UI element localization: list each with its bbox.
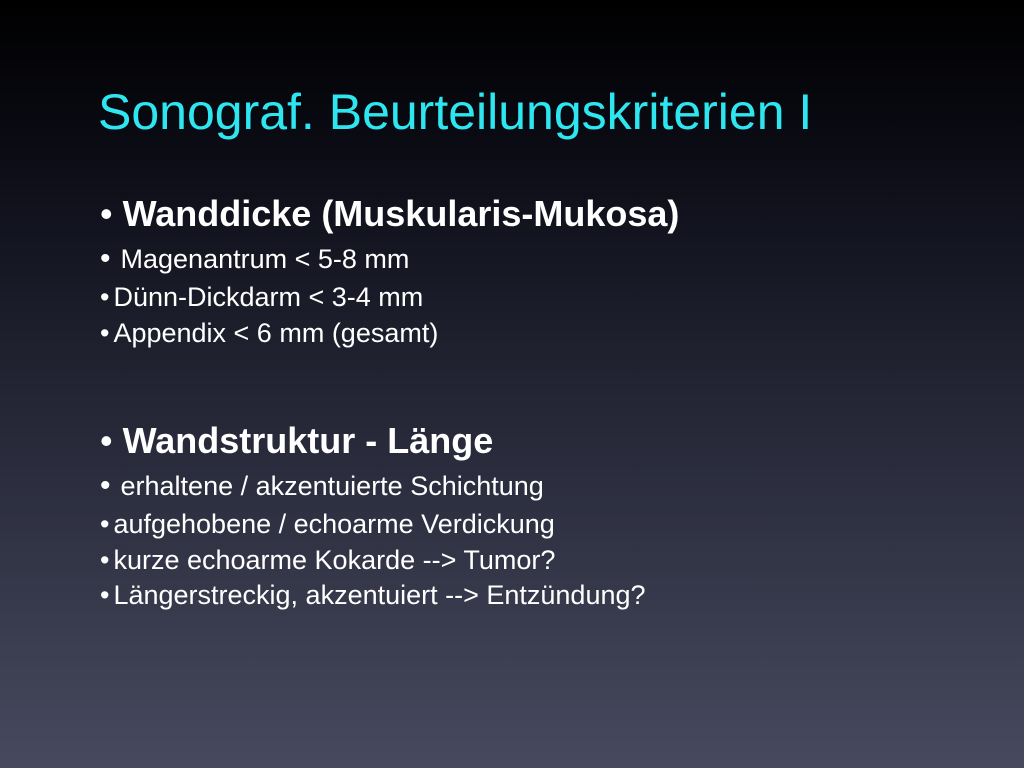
section-heading-text: Wanddicke (Muskularis-Mukosa) xyxy=(122,193,680,234)
list-item xyxy=(100,508,646,540)
list-item-text: Längerstreckig, akzentuiert --> Entzündung? xyxy=(113,579,646,610)
bullet-icon: • xyxy=(100,193,113,234)
bullet-icon: • xyxy=(100,242,111,276)
slide-title: Sonograf. Beurteilungskriterien I xyxy=(98,84,813,140)
section-heading xyxy=(100,419,646,462)
list-item xyxy=(100,281,679,313)
list-item xyxy=(100,317,679,349)
list-item-text: Appendix < 6 mm (gesamt) xyxy=(113,317,439,348)
list-item xyxy=(100,544,646,576)
section-heading-text: Wandstruktur - Länge xyxy=(122,420,494,461)
section-heading xyxy=(100,192,679,235)
section-wandstruktur xyxy=(100,419,646,614)
bullet-icon: • xyxy=(100,420,113,461)
bullet-icon: • xyxy=(100,509,110,540)
bullet-icon: • xyxy=(100,282,110,313)
bullet-icon: • xyxy=(100,469,111,503)
list-item-text: Dünn-Dickdarm < 3-4 mm xyxy=(113,282,424,313)
bullet-icon: • xyxy=(100,579,110,610)
list-item-text: aufgehobene / echoarme Verdickung xyxy=(113,509,555,540)
list-item-text: erhaltene / akzentuierte Schichtung xyxy=(120,471,544,502)
list-item-text: Magenantrum < 5-8 mm xyxy=(120,244,410,275)
bullet-icon: • xyxy=(100,544,110,575)
section-wanddicke xyxy=(100,192,679,352)
list-item xyxy=(100,468,646,504)
list-item-text: kurze echoarme Kokarde --> Tumor? xyxy=(113,544,556,575)
list-item xyxy=(100,241,679,277)
list-item xyxy=(100,579,646,611)
bullet-icon: • xyxy=(100,317,110,348)
